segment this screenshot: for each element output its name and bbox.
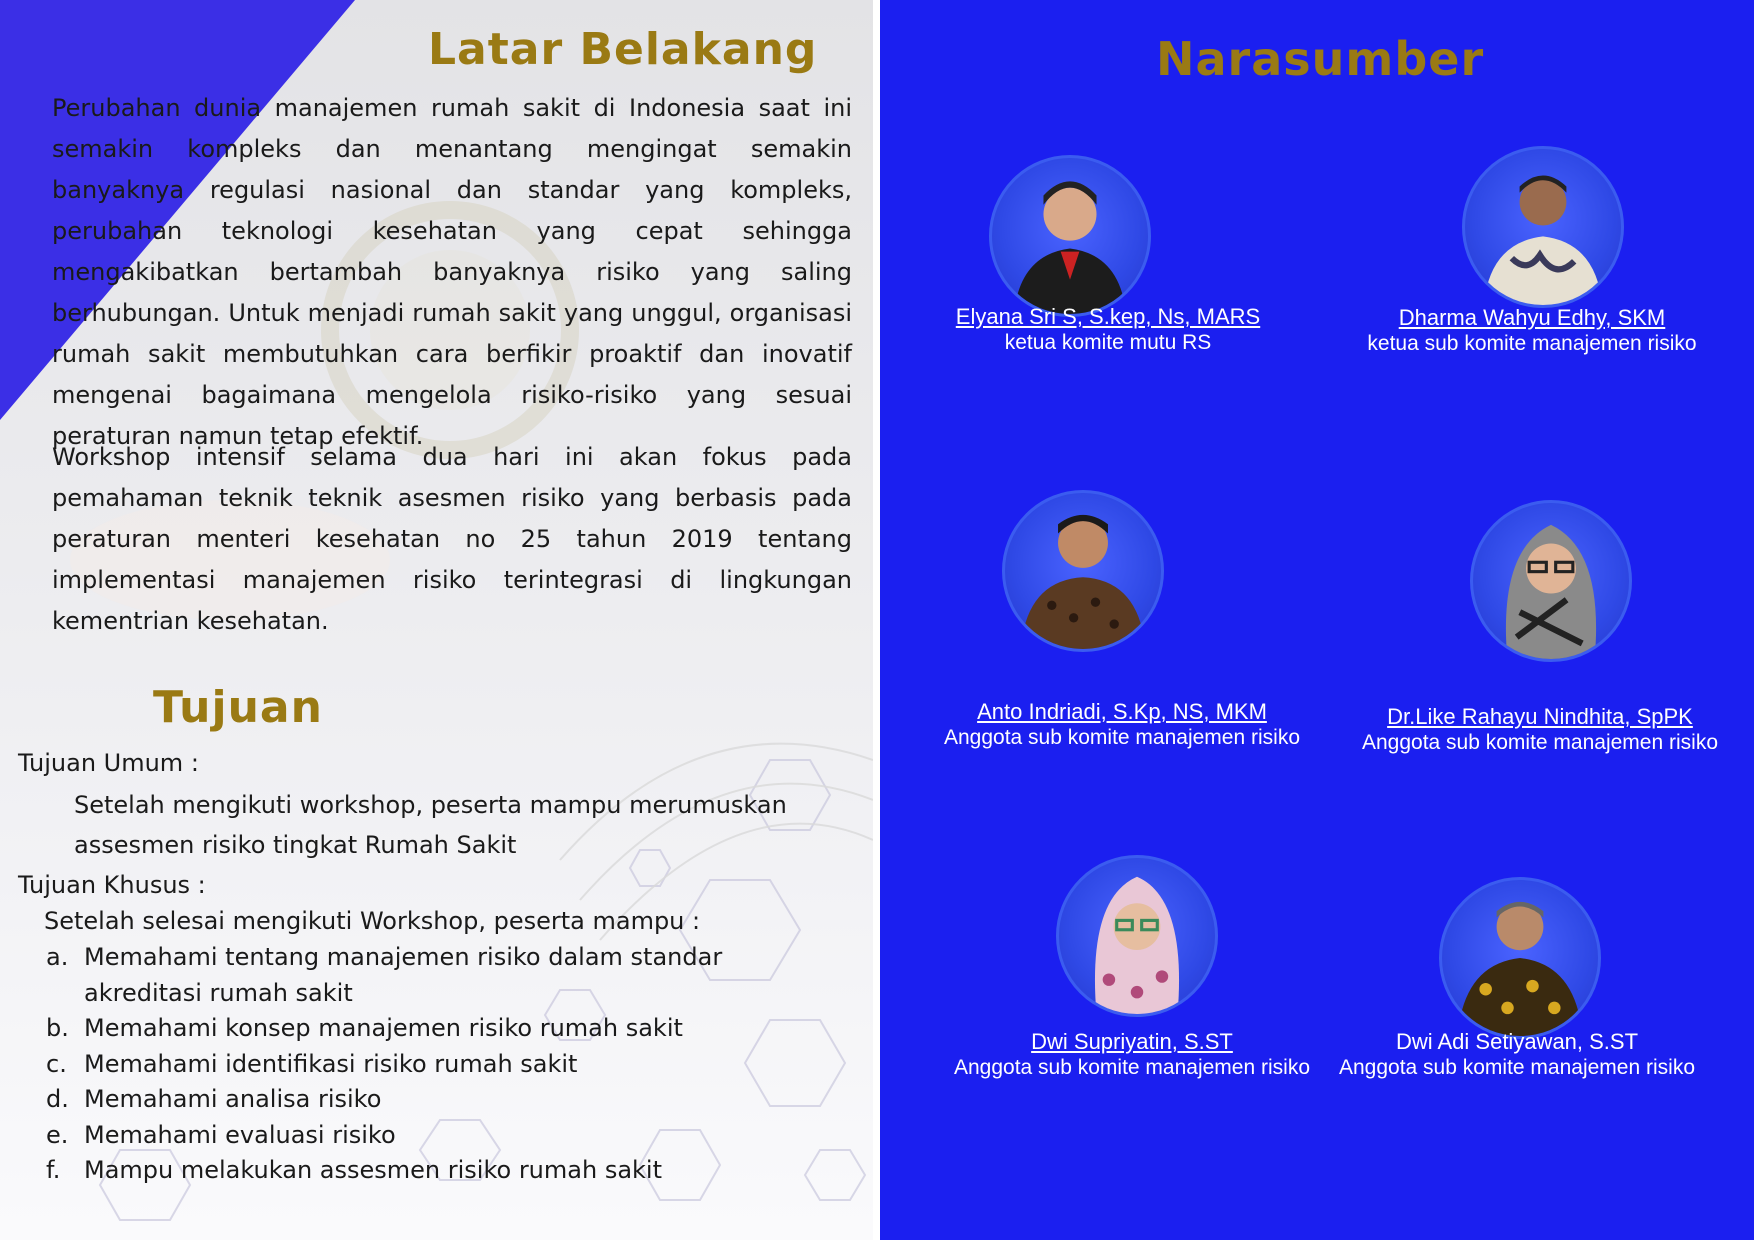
speaker-name[interactable]: Anto Indriadi, S.Kp, NS, MKM — [977, 699, 1267, 724]
person-icon — [1465, 149, 1621, 305]
list-item: f. Mampu melakukan assesmen risiko rumah sakit — [46, 1156, 663, 1184]
speaker-photo — [1470, 500, 1632, 662]
list-item: d. Memahami analisa risiko — [46, 1085, 382, 1113]
speaker-role: Anggota sub komite manajemen risiko — [1361, 731, 1718, 754]
speaker-role: Anggota sub komite manajemen risiko — [1338, 1056, 1695, 1079]
tujuan-khusus-intro: Setelah selesai mengikuti Workshop, peserta mampu : — [44, 907, 701, 935]
speaker-photo — [1439, 877, 1601, 1039]
tujuan-khusus-label: Tujuan Khusus : — [18, 871, 206, 899]
list-item: c. Memahami identifikasi risiko rumah sakit — [46, 1049, 578, 1078]
speaker-photo — [1462, 146, 1624, 308]
speaker-role: Anggota sub komite manajemen risiko — [943, 726, 1300, 749]
latar-belakang-title: Latar Belakang — [428, 24, 818, 75]
latar-belakang-paragraph-1: Perubahan dunia manajemen rumah sakit di Indonesia saat ini semakin kompleks dan menantang mengingat semakin banyaknya regulasi nasional dan standar yang kompleks, perubahan teknologi kesehatan yang cepat sehingga mengakibatkan bertambah banyaknya risiko yang saling berhubungan. Untuk menjadi rumah sakit yang unggul, organisasi rumah sakit membutuhkan cara berfikir proaktif dan inovatif mengenai bagaimana mengelola risiko-risiko yang sesuai peraturan namun tetap efektif. — [52, 94, 852, 450]
objectives-list — [44, 940, 764, 1189]
speaker-photo — [1002, 490, 1164, 652]
speaker-name: Dwi Adi Setiyawan, S.ST — [1395, 1029, 1639, 1054]
speaker-role: ketua sub komite manajemen risiko — [1367, 332, 1697, 355]
speaker-name[interactable]: Dharma Wahyu Edhy, SKM — [1398, 305, 1666, 330]
person-icon — [1059, 858, 1215, 1014]
list-item: a. Memahami tentang manajemen risiko dalam standar akreditasi rumah sakit — [46, 943, 723, 1007]
person-icon — [1442, 880, 1598, 1036]
speaker-role: ketua komite mutu RS — [1004, 331, 1212, 354]
speaker-name[interactable]: Dr.Like Rahayu Nindhita, SpPK — [1387, 704, 1693, 729]
left-panel — [0, 0, 873, 1240]
speaker-name[interactable]: Elyana Sri S, S.kep, Ns, MARS — [955, 304, 1261, 329]
person-icon — [1005, 493, 1161, 649]
latar-belakang-paragraph-2: Workshop intensif selama dua hari ini akan fokus pada pemahaman teknik teknik asesmen risiko yang berbasis pada peraturan menteri kesehatan no 25 tahun 2019 tentang implementasi manajemen risiko terintegrasi di lingkungan kementrian kesehatan. — [52, 443, 852, 635]
person-icon — [1473, 503, 1629, 659]
speaker-role: Anggota sub komite manajemen risiko — [953, 1056, 1310, 1079]
speaker-photo — [989, 155, 1151, 317]
list-item: b. Memahami konsep manajemen risiko rumah sakit — [46, 1014, 683, 1042]
tujuan-umum-label: Tujuan Umum : — [18, 749, 199, 777]
narasumber-title: Narasumber — [1156, 32, 1485, 86]
speaker-photo — [1056, 855, 1218, 1017]
tujuan-title: Tujuan — [153, 682, 323, 733]
list-item: e. Memahami evaluasi risiko — [46, 1120, 396, 1149]
right-panel — [880, 0, 1754, 1240]
tujuan-umum-text: Setelah mengikuti workshop, peserta mampu merumuskan assesmen risiko tingkat Rumah Sakit — [74, 791, 787, 859]
person-icon — [992, 158, 1148, 314]
speaker-name[interactable]: Dwi Supriyatin, S.ST — [1031, 1029, 1233, 1054]
